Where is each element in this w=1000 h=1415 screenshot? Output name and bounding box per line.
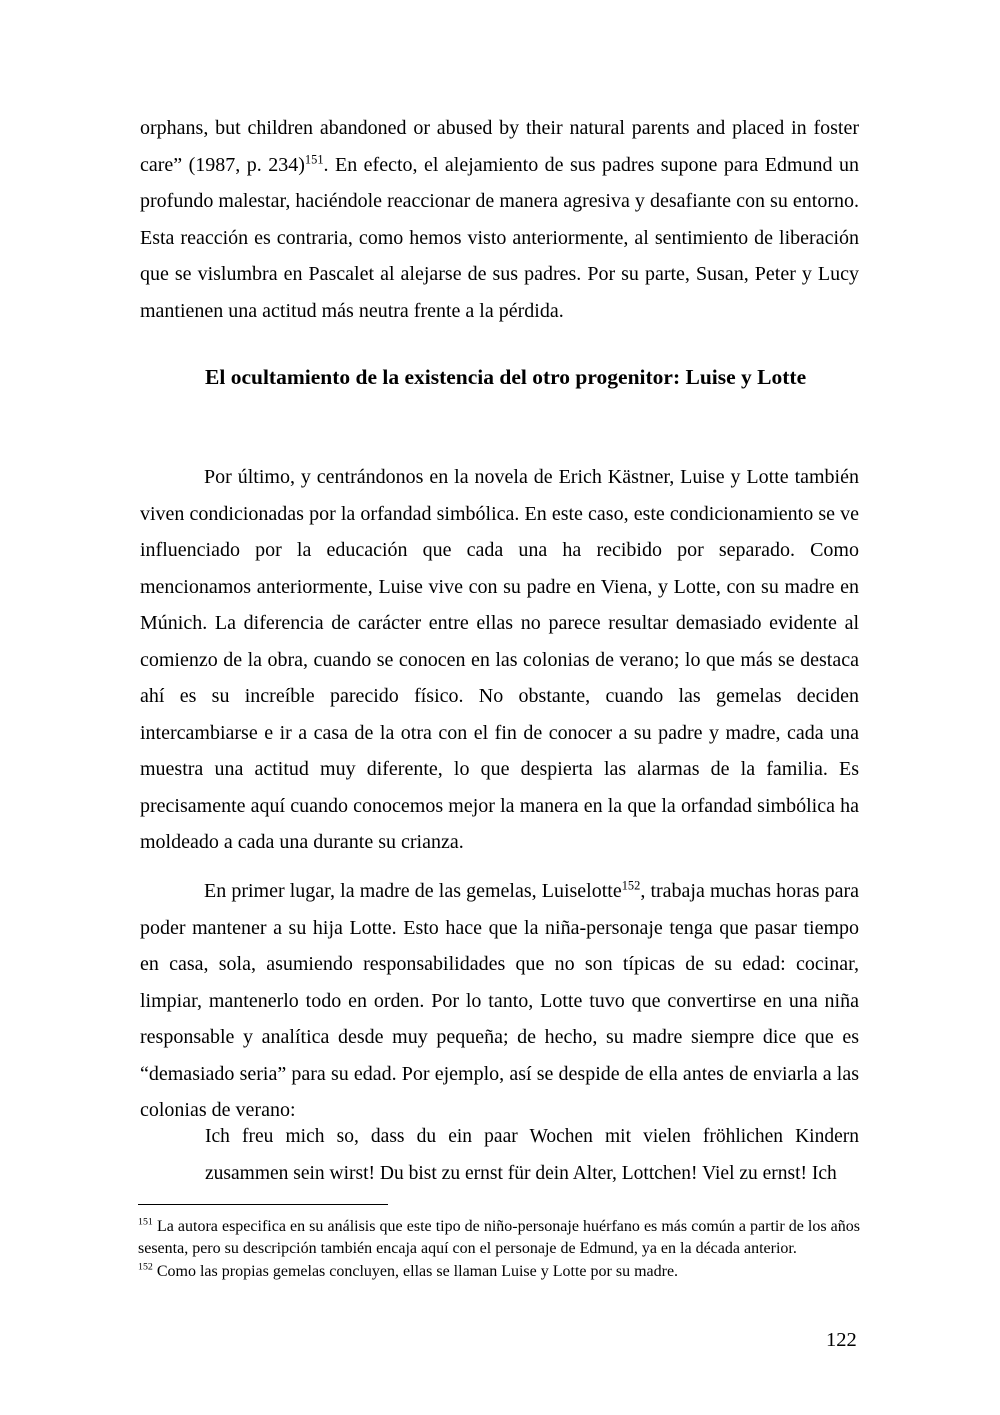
paragraph-text: orphans, but children abandoned or abused by their natural parents and placed in foster care” (1987, p. 234)	[140, 117, 859, 176]
block-quote: Ich freu mich so, dass du ein paar Wochen mit vielen fröhlichen Kindern zusammen sein wirst! Du bist zu ernst für dein Alter, Lottchen! Viel zu ernst! Ich	[205, 1126, 859, 1184]
paragraph-text: , trabaja muchas horas para poder mantener a su hija Lotte. Esto hace que la niña-personaje tenga que pasar tiempo en casa, sola, asumiendo responsabilidades que no son típicas de su edad: cocinar, limpiar, mantenerlo todo en orden. Por lo tanto, Lotte tuvo que convertirse en una niña responsable y analítica desde muy pequeña; de hecho, su madre siempre dice que es “demasiado seria” para su edad. Por ejemplo, así se despide de ella antes de enviarla a las colonias de verano:	[140, 880, 860, 1121]
footnote	[138, 1216, 860, 1261]
footnote-ref-151: 151	[304, 151, 324, 166]
footnote-text: Como las propias gemelas concluyen, ellas se llaman Luise y Lotte por su madre.	[156, 1262, 679, 1280]
paragraph-text: . En efecto, el alejamiento de sus padres supone para Edmund un profundo malestar, haciéndole reaccionar de manera agresiva y desafiante con su entorno. Esta reacción es contraria, como hemos visto anteriormente, al sentimiento de liberación que se vislumbra en Pascalet al alejarse de sus padres. Por su parte, Susan, Peter y Lucy mantienen una actitud más neutra frente a la pérdida.	[140, 153, 859, 322]
footnote-text: La autora especifica en su análisis que este tipo de niño-personaje huérfano es más común a partir de los años sesenta, pero su descripción también encaja aquí con el personaje de Edmund, ya en la década anterior.	[138, 1218, 861, 1258]
footnote-marker: 151	[138, 1216, 153, 1228]
page-number: 122	[826, 1329, 857, 1351]
footnote-marker: 152	[138, 1261, 153, 1273]
footnote-ref-152: 152	[621, 878, 641, 893]
footnote	[138, 1261, 860, 1283]
paragraph-continuation	[140, 110, 859, 329]
paragraph-text: En primer lugar, la madre de las gemelas, Luiselotte	[204, 880, 622, 902]
paragraph: Por último, y centrándonos en la novela de Erich Kästner, Luise y Lotte también viven condicionadas por la orfandad simbólica. En este caso, este condicionamiento se ve influenciado por la educación que cada una ha recibido por separado. Como mencionamos anteriormente, Luise vive con su padre en Viena, y Lotte, con su madre en Múnich. La diferencia de carácter entre ellas no parece resultar demasiado evidente al comienzo de la obra, cuando se conocen en las colonias de verano; lo que más se destaca ahí es su increíble parecido físico. No obstante, cuando las gemelas deciden intercambiarse e ir a casa de la otra con el fin de conocer a su padre y madre, cada una muestra una actitud muy diferente, lo que despierta las alarmas de la familia. Es precisamente aquí cuando conocemos mejor la manera en la que la orfandad simbólica ha moldeado a cada una durante su crianza.	[140, 466, 859, 853]
section-heading: El ocultamiento de la existencia del otro progenitor: Luise y Lotte	[205, 365, 807, 389]
paragraph	[140, 873, 859, 1129]
footnotes-section	[138, 1216, 860, 1283]
footnote-separator-rule	[138, 1204, 388, 1205]
